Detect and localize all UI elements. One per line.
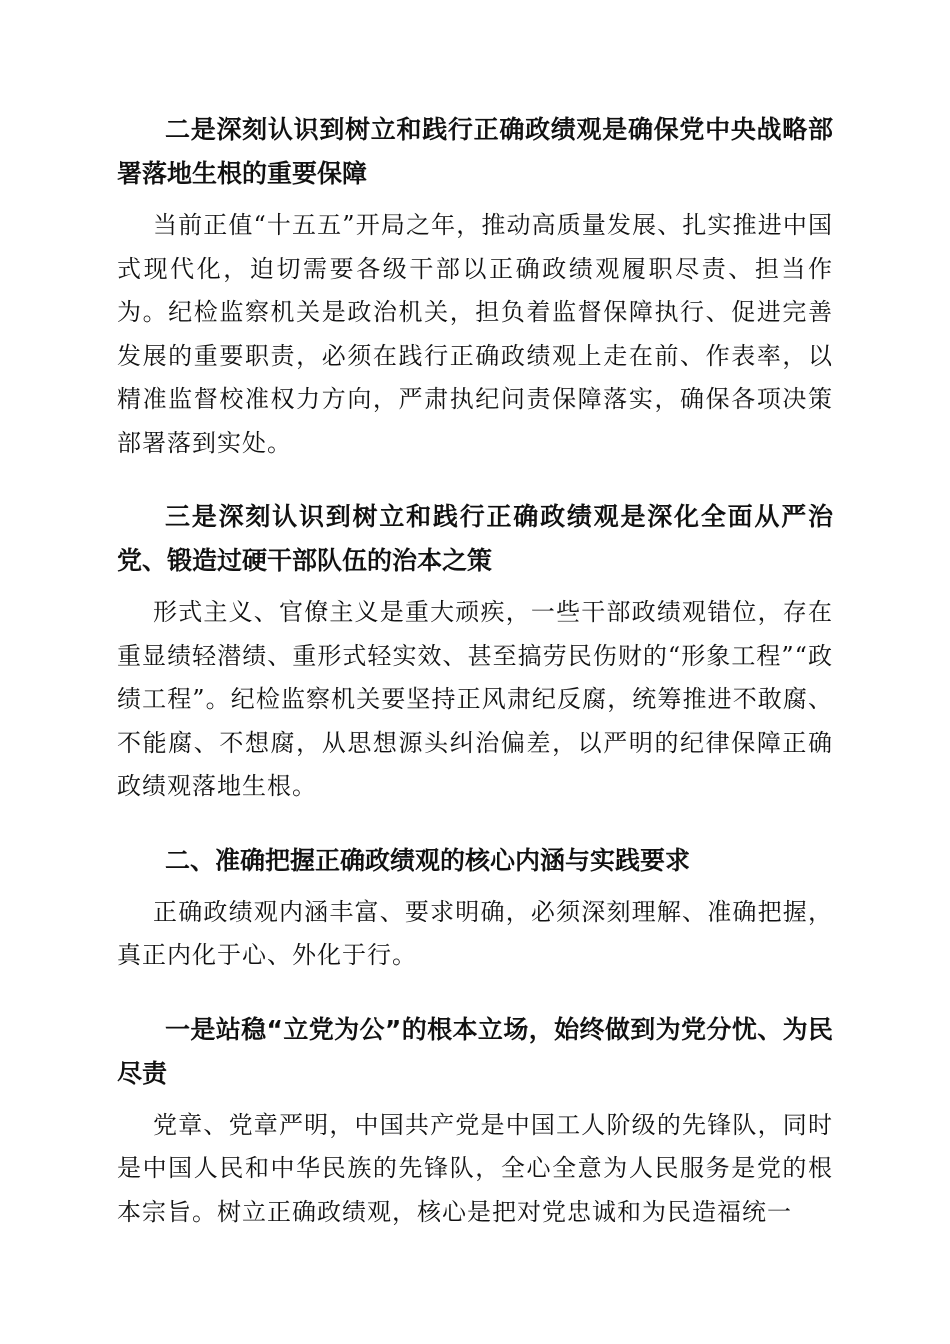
chapter-heading-2: 二、准确把握正确政绩观的核心内涵与实践要求 (165, 845, 691, 875)
paragraph-chapter-2-intro: 正确政绩观内涵丰富、要求明确，必须深刻理解、准确把握，真正内化于心、外化于行。 (117, 897, 833, 969)
paragraph-3: 形式主义、官僚主义是重大顽疾，一些干部政绩观错位，存在重显绩轻潜绩、重形式轻实效、甚至搞劳民伤财的“形象工程”“政绩工程”。纪检监察机关要坚持正风肃纪反腐，统筹推进不敢腐、不能腐、不想腐，从思想源头纠治偏差，以严明的纪律保障正确政绩观落地生根。 (117, 598, 833, 800)
section-heading-1: 一是站稳“立党为公”的根本立场，始终做到为党分忧、为民尽责 (117, 1014, 833, 1088)
document-body (117, 108, 833, 1234)
paragraph-1: 党章、党章严明，中国共产党是中国工人阶级的先锋队，同时是中国人民和中华民族的先锋队，全心全意为人民服务是党的根本宗旨。树立正确政绩观，核心是把对党忠诚和为民造福统一 (117, 1110, 833, 1226)
paragraph-2: 当前正值“十五五”开局之年，推动高质量发展、扎实推进中国式现代化，迫切需要各级干部以正确政绩观履职尽责、担当作为。纪检监察机关是政治机关，担负着监督保障执行、促进完善发展的重要职责，必须在践行正确政绩观上走在前、作表率，以精准监督校准权力方向，严肃执纪问责保障落实，确保各项决策部署落到实处。 (117, 211, 833, 457)
section-heading-3: 三是深刻认识到树立和践行正确政绩观是深化全面从严治党、锻造过硬干部队伍的治本之策 (117, 502, 833, 575)
section-heading-2: 二是深刻认识到树立和践行正确政绩观是确保党中央战略部署落地生根的重要保障 (117, 115, 833, 188)
